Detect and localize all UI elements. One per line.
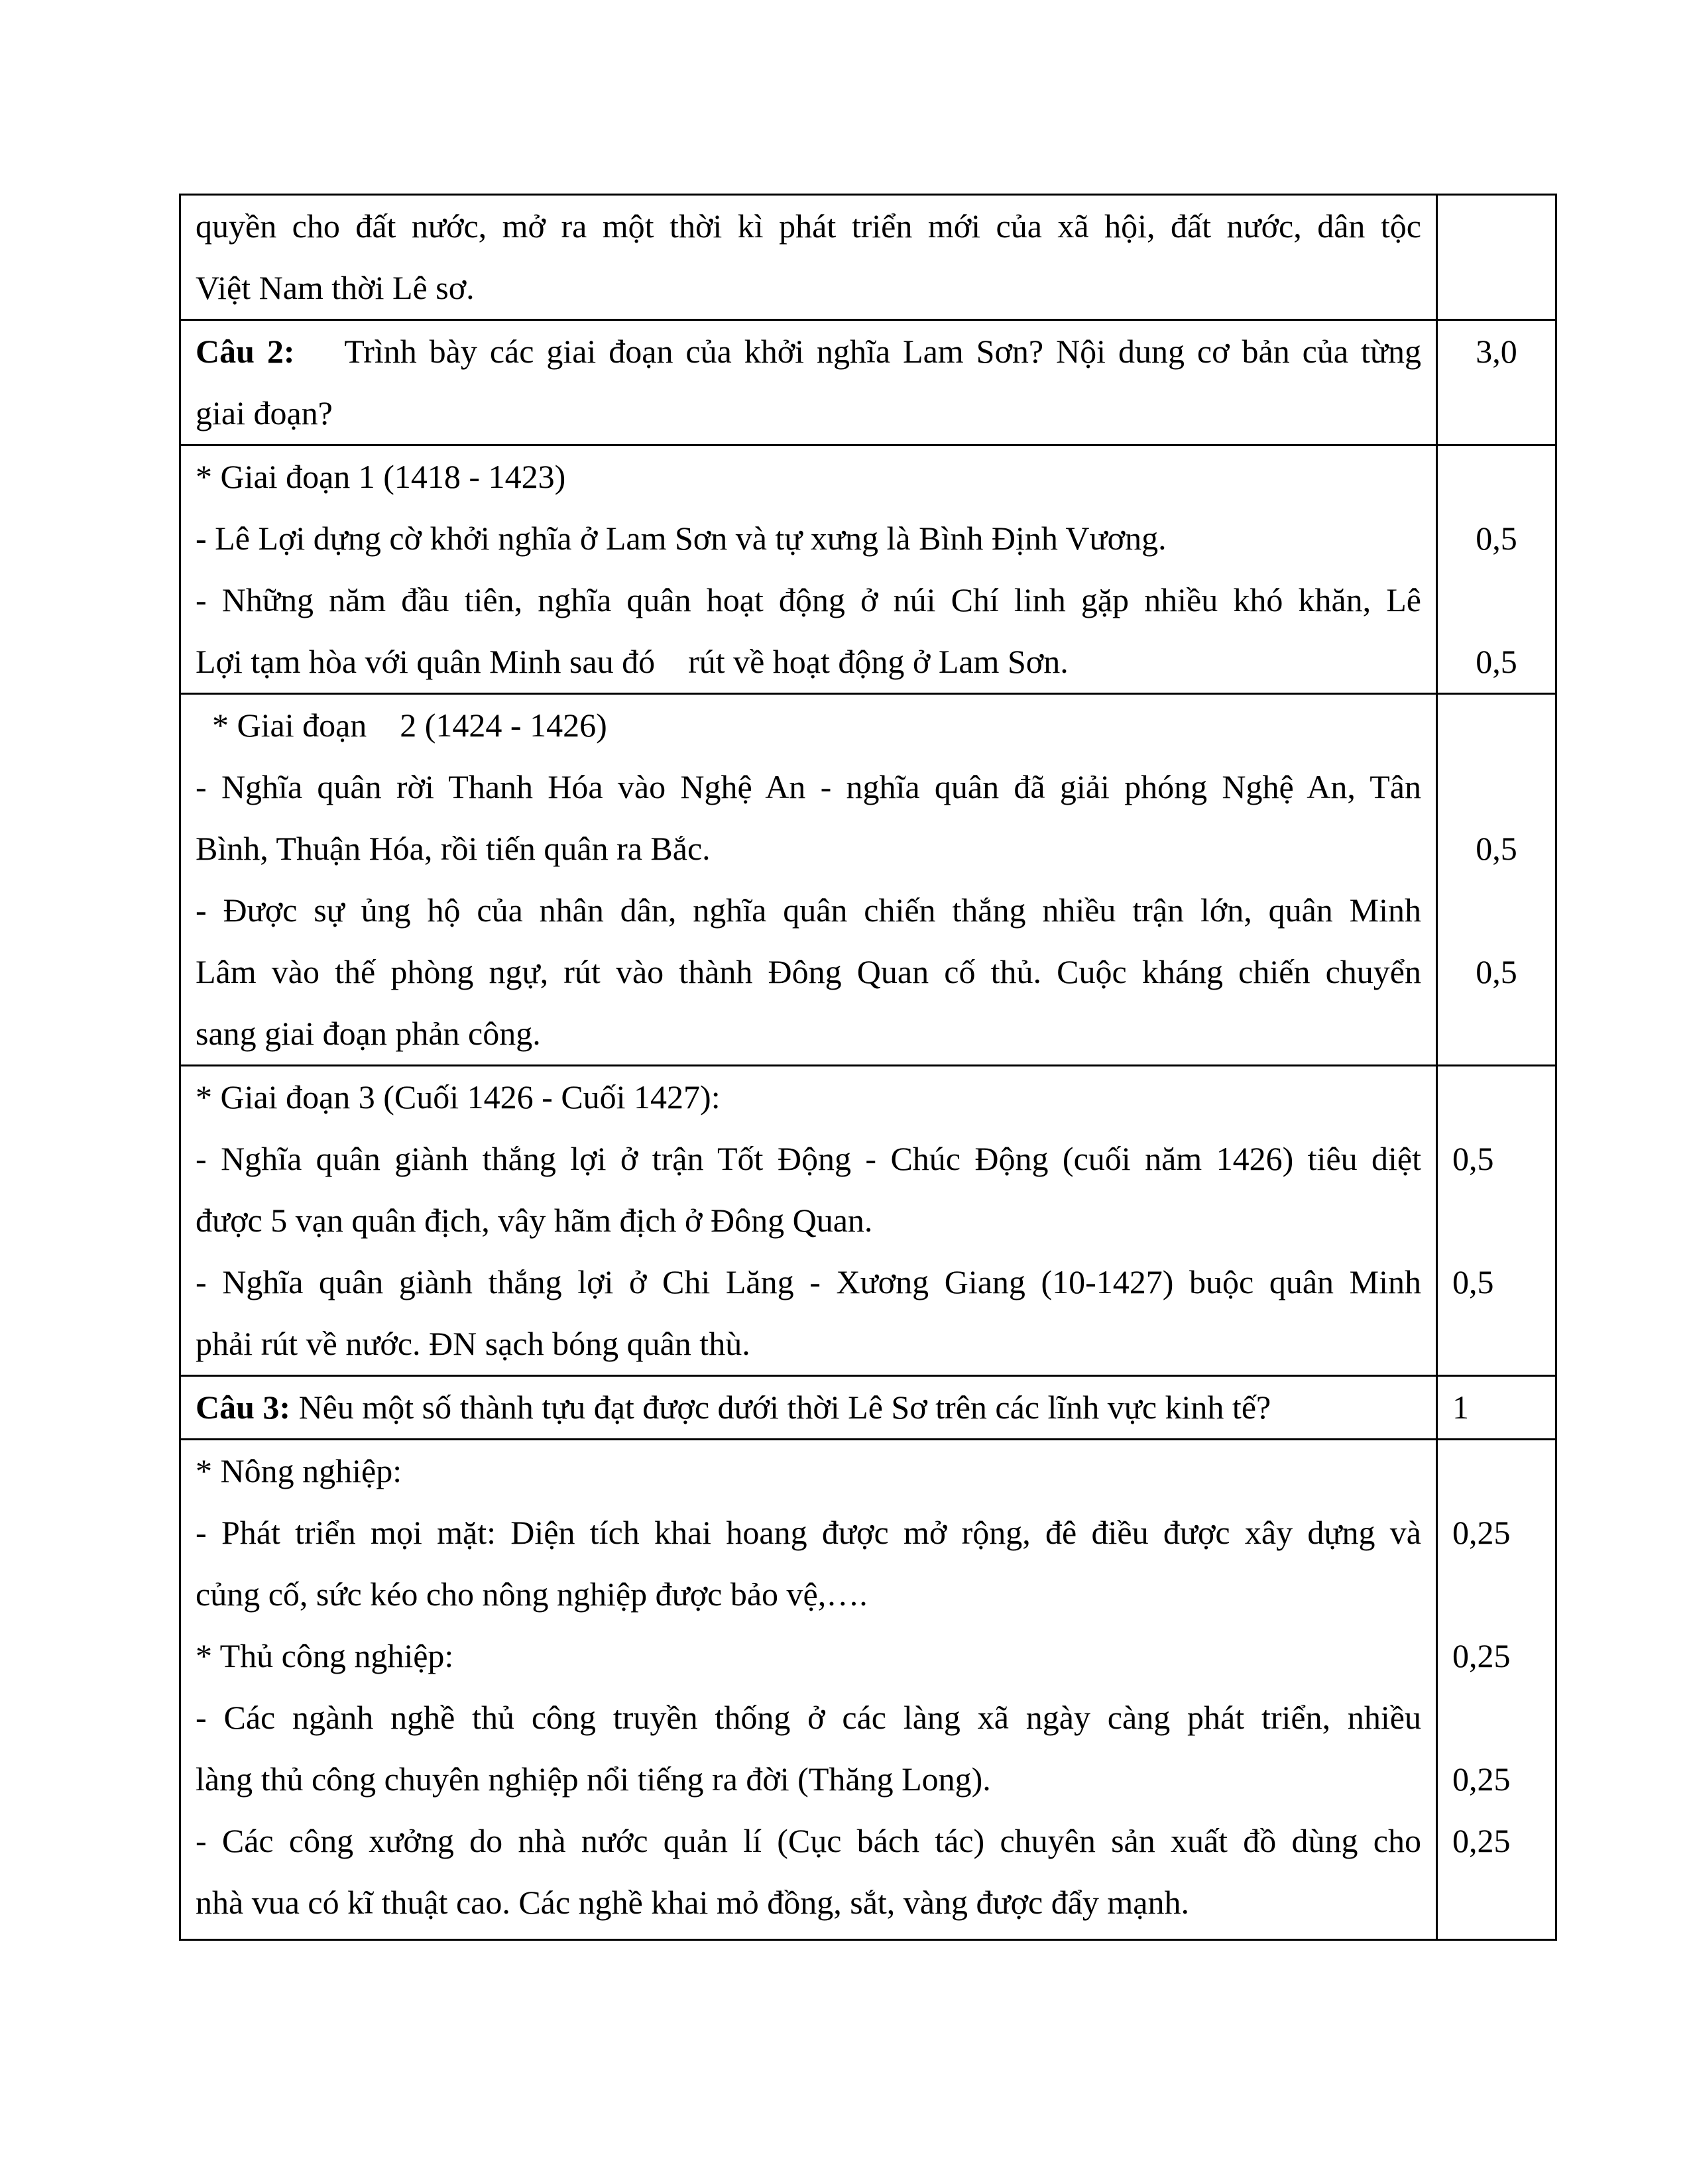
score-value [1438, 1564, 1555, 1625]
content-line: củng cố, sức kéo cho nông nghiệp được bảo vệ,…. [196, 1576, 868, 1613]
content-line: phải rút về nước. ĐN sạch bóng quân thù. [196, 1325, 750, 1362]
score-value [1438, 1313, 1555, 1375]
content-line: quyền cho đất nước, mở ra một thời kì phát triển mới của xã hội, đất nước, dân tộc [196, 207, 1421, 245]
score-value: 0,5 [1452, 1263, 1494, 1300]
score-value: 1 [1452, 1389, 1469, 1426]
content-line: - Nghĩa quân giành thắng lợi ở Chi Lăng - Xương Giang (10-1427) buộc quân Minh [196, 1263, 1421, 1300]
score-value [1438, 1066, 1555, 1128]
score-value [1438, 196, 1555, 257]
score-value [1438, 756, 1555, 818]
score-value [1438, 569, 1555, 631]
content-line: * Giai đoạn 3 (Cuối 1426 - Cuối 1427): [196, 1078, 721, 1116]
content-line: Việt Nam thời Lê sơ. [196, 269, 475, 306]
score-value [1438, 1872, 1555, 1933]
score-value: 0,5 [1476, 520, 1517, 557]
table-row [180, 1440, 1556, 1940]
score-value: 0,25 [1452, 1822, 1511, 1859]
content-line: được 5 vạn quân địch, vây hãm địch ở Đông Quan. [196, 1202, 873, 1239]
content-line: Bình, Thuận Hóa, rồi tiến quân ra Bắc. [196, 830, 711, 867]
table-row [180, 694, 1556, 1066]
score-value [1438, 1003, 1555, 1064]
score-cell [1437, 1376, 1556, 1440]
score-value [1438, 1190, 1555, 1251]
content-line: - Được sự ủng hộ của nhân dân, nghĩa quân chiến thắng nhiều trận lớn, quân Minh [196, 891, 1421, 929]
content-line: * Giai đoạn 2 (1424 - 1426) [196, 707, 607, 744]
question-line [196, 321, 1421, 382]
content-cell [180, 445, 1437, 694]
score-value: 0,5 [1476, 953, 1517, 990]
score-value [1438, 446, 1555, 508]
score-value: 0,5 [1476, 643, 1517, 680]
content-line: - Những năm đầu tiên, nghĩa quân hoạt động ở núi Chí linh gặp nhiều khó khăn, Lê [196, 581, 1421, 618]
score-value: 0,5 [1476, 830, 1517, 867]
content-line: - Nghĩa quân giành thắng lợi ở trận Tốt Động - Chúc Động (cuối năm 1426) tiêu diệt [196, 1140, 1421, 1177]
question-text: Trình bày các giai đoạn của khởi nghĩa Lam Sơn? Nội dung cơ bản của từng [344, 333, 1421, 370]
question-cell [180, 320, 1437, 445]
question-line [196, 1377, 1421, 1438]
content-line: nhà vua có kĩ thuật cao. Các nghề khai mỏ đồng, sắt, vàng được đẩy mạnh. [196, 1884, 1189, 1921]
table-row [180, 1066, 1556, 1376]
content-line: - Các công xưởng do nhà nước quản lí (Cục bách tác) chuyên sản xuất đồ dùng cho [196, 1822, 1421, 1859]
score-value: 0,25 [1452, 1637, 1511, 1674]
content-line: Lợi tạm hòa với quân Minh sau đó rút về hoạt động ở Lam Sơn. [196, 643, 1069, 680]
score-cell [1437, 445, 1556, 694]
score-value [1438, 257, 1555, 319]
score-value [1438, 1687, 1555, 1749]
content-line: - Lê Lợi dựng cờ khởi nghĩa ở Lam Sơn và tự xưng là Bình Định Vương. [196, 520, 1167, 557]
score-value: 0,5 [1452, 1140, 1494, 1177]
question-label: Câu 2: [196, 333, 295, 370]
score-value [1438, 880, 1555, 941]
content-line: làng thủ công chuyên nghiệp nổi tiếng ra đời (Thăng Long). [196, 1760, 991, 1798]
score-cell [1437, 195, 1556, 320]
score-cell [1437, 320, 1556, 445]
table-row [180, 445, 1556, 694]
score-value [1438, 695, 1555, 756]
score-value [1438, 1440, 1555, 1502]
content-line: * Giai đoạn 1 (1418 - 1423) [196, 458, 566, 495]
question-line: giai đoạn? [196, 394, 333, 431]
question-cell [180, 1376, 1437, 1440]
score-value: 0,25 [1452, 1760, 1511, 1798]
content-cell [180, 1066, 1437, 1376]
content-cell [180, 694, 1437, 1066]
score-value: 0,25 [1452, 1514, 1511, 1551]
score-cell [1437, 1440, 1556, 1940]
table-row [180, 1376, 1556, 1440]
content-line: * Thủ công nghiệp: [196, 1637, 454, 1674]
score-value: 3,0 [1476, 333, 1517, 370]
content-line: Lâm vào thế phòng ngự, rút vào thành Đông Quan cố thủ. Cuộc kháng chiến chuyển [196, 953, 1421, 990]
question-label: Câu 3: [196, 1389, 291, 1426]
answer-table [179, 194, 1557, 1941]
content-cell [180, 195, 1437, 320]
content-line: * Nông nghiệp: [196, 1452, 402, 1489]
score-cell [1437, 1066, 1556, 1376]
content-line: - Nghĩa quân rời Thanh Hóa vào Nghệ An - nghĩa quân đã giải phóng Nghệ An, Tân [196, 768, 1421, 805]
table-row [180, 320, 1556, 445]
content-line: - Các ngành nghề thủ công truyền thống ở các làng xã ngày càng phát triển, nhiều [196, 1699, 1421, 1736]
content-cell [180, 1440, 1437, 1940]
table-row [180, 195, 1556, 320]
question-text: Nêu một số thành tựu đạt được dưới thời Lê Sơ trên các lĩnh vực kinh tế? [298, 1389, 1271, 1426]
score-cell [1437, 694, 1556, 1066]
content-line: - Phát triển mọi mặt: Diện tích khai hoang được mở rộng, đê điều được xây dựng và [196, 1514, 1421, 1551]
content-line: sang giai đoạn phản công. [196, 1015, 541, 1052]
